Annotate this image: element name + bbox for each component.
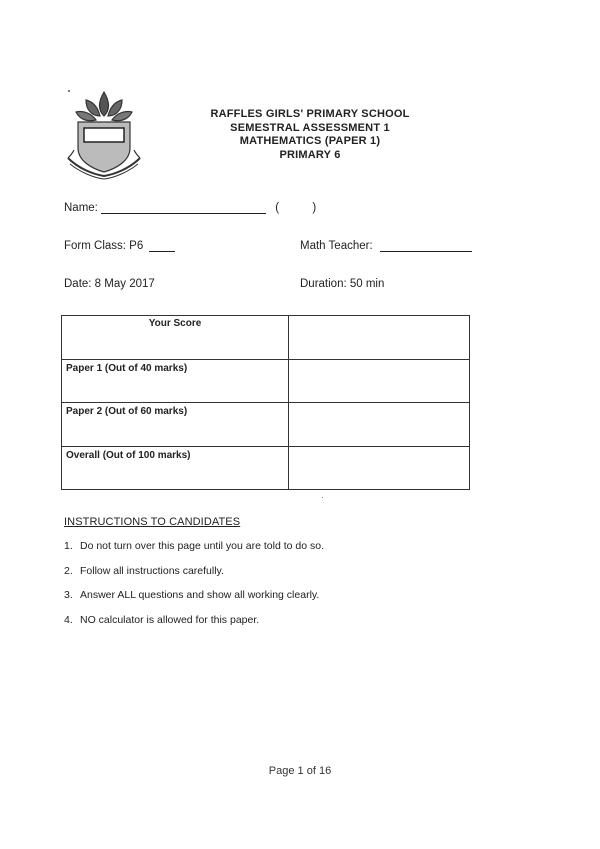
table-row [62,403,470,447]
table-row [62,446,470,490]
list-item [64,589,324,614]
list-item-number: 2. [64,564,73,577]
list-item [64,565,324,590]
school-crest-icon [64,88,144,180]
assessment-title: SEMESTRAL ASSESSMENT 1 [230,121,390,134]
name-label: Name: [64,202,98,214]
list-item-number: 3. [64,589,73,602]
overall-label: Overall (Out of 100 marks) [62,446,289,490]
score-cell [289,446,470,490]
math-teacher-field[interactable] [300,240,472,252]
level-title: PRIMARY 6 [279,148,341,161]
list-item [64,540,324,565]
form-class-blank[interactable] [149,241,175,252]
register-number-close: ) [312,202,317,214]
score-table [61,315,470,490]
list-item-number: 1. [64,540,73,552]
paper1-label: Paper 1 (Out of 40 marks) [62,359,289,403]
table-row [62,316,470,360]
list-item-text: Answer ALL questions and show all working clearly. [80,589,320,602]
paper2-label: Paper 2 (Out of 60 marks) [62,403,289,447]
instructions-title: INSTRUCTIONS TO CANDIDATES [64,516,241,528]
page-number: Page 1 of 16 [268,765,332,777]
scan-speck [322,497,323,498]
score-cell [289,359,470,403]
score-header: Your Score [62,316,289,360]
date-field: Date: 8 May 2017 [64,278,155,290]
duration-field: Duration: 50 min [300,278,385,290]
score-cell [289,316,470,360]
instructions-list [64,540,324,639]
name-field[interactable] [64,202,316,214]
list-item [64,614,324,639]
name-blank[interactable] [101,203,266,214]
list-item-text: Do not turn over this page until you are told to do so. [80,540,324,552]
register-number-open: ( [275,202,280,214]
form-class-field[interactable] [64,240,175,252]
list-item-number: 4. [64,614,73,627]
math-teacher-blank[interactable] [380,241,472,252]
table-row [62,359,470,403]
exam-header [190,108,430,162]
scan-speck [68,90,70,92]
form-class-label: Form Class: P6 [64,240,144,252]
score-cell [289,403,470,447]
subject-title: MATHEMATICS (PAPER 1) [239,135,381,147]
math-teacher-label: Math Teacher: [300,240,373,252]
list-item-text: Follow all instructions carefully. [80,564,224,577]
list-item-text: NO calculator is allowed for this paper. [80,614,260,627]
school-name: RAFFLES GIRLS' PRIMARY SCHOOL [210,108,410,120]
